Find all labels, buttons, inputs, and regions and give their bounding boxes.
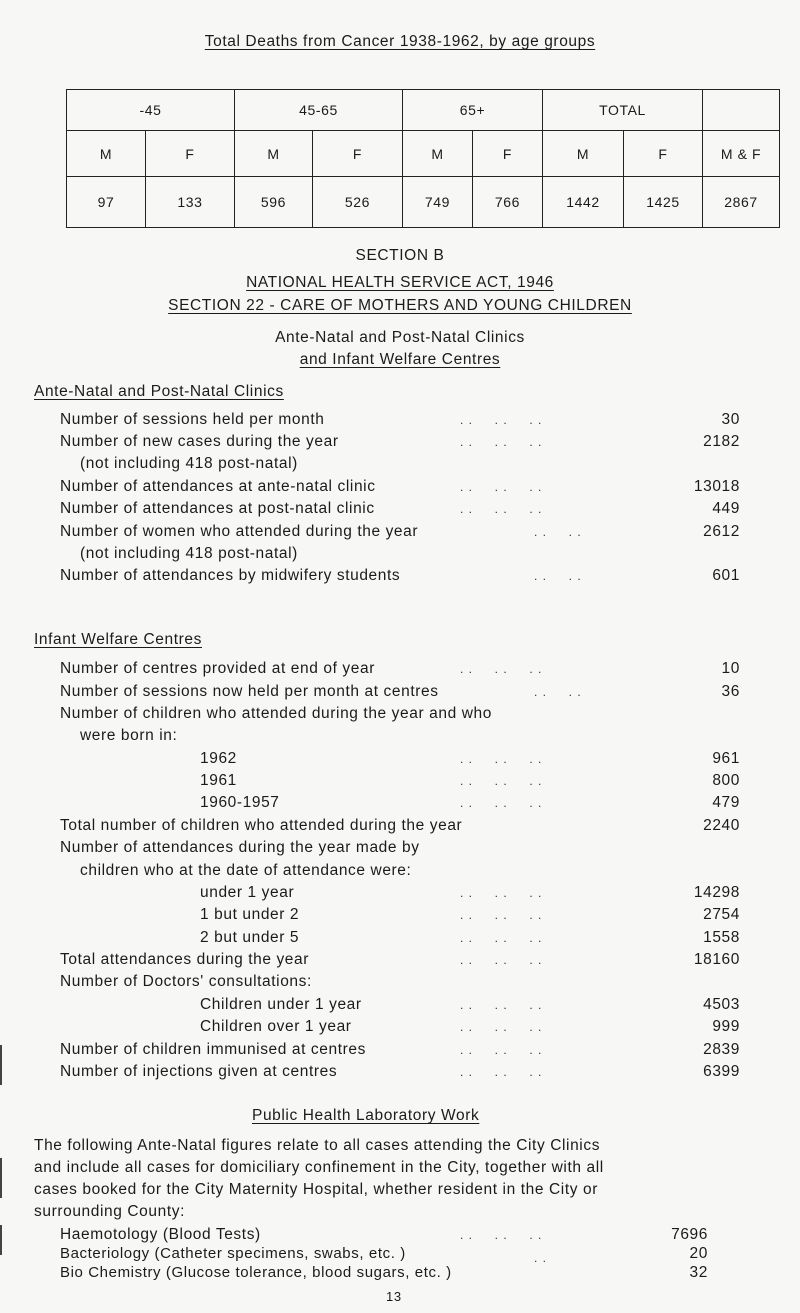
- list-item-label: Number of injections given at centres: [60, 1063, 338, 1080]
- leader-dots: . . . . . .: [460, 796, 543, 810]
- leader-dots: . . . . . .: [460, 886, 543, 900]
- list-item-label: Children over 1 year: [200, 1018, 352, 1035]
- list-item-value: 2839: [703, 1041, 740, 1058]
- list-item-label: Number of attendances at ante-natal clinic: [60, 478, 376, 495]
- list-item-label: 1962: [200, 750, 237, 767]
- table-value-cell: 2867: [703, 177, 780, 228]
- leader-dots: . . . . . .: [460, 774, 543, 788]
- list-item-label: (not including 418 post-natal): [80, 455, 298, 472]
- leader-dots: . . . . . .: [460, 502, 543, 516]
- paragraph-line: and include all cases for domiciliary confinement in the City, together with all: [34, 1159, 604, 1176]
- section-22-heading: SECTION 22 - CARE OF MOTHERS AND YOUNG CHILDREN: [168, 297, 632, 314]
- act-heading: NATIONAL HEALTH SERVICE ACT, 1946: [246, 274, 554, 291]
- table-sex-cell: M & F: [703, 131, 780, 177]
- list-item-value: 601: [712, 567, 740, 584]
- list-item-label: Bio Chemistry (Glucose tolerance, blood sugars, etc. ): [60, 1264, 452, 1281]
- leader-dots: . . . . . .: [460, 1228, 543, 1242]
- table-sex-cell: F: [624, 131, 703, 177]
- list-item-value: 30: [721, 411, 740, 428]
- list-item-label: 1960-1957: [200, 794, 280, 811]
- list-item-value: 2612: [703, 523, 740, 540]
- list-item-label: were born in:: [80, 727, 178, 744]
- antenatal-heading: Ante-Natal and Post-Natal Clinics: [34, 383, 284, 400]
- list-item-label: 1 but under 2: [200, 906, 300, 923]
- list-item-value: 14298: [693, 884, 740, 901]
- leader-dots: . . . . . .: [460, 662, 543, 676]
- leader-dots: . . . . . .: [460, 413, 543, 427]
- list-item-label: Number of centres provided at end of year: [60, 660, 375, 677]
- list-item-label: Haemotology (Blood Tests): [60, 1226, 261, 1243]
- table-value-cell: 766: [473, 177, 543, 228]
- list-item-label: Number of attendances by midwifery students: [60, 567, 401, 584]
- table-sex-cell: F: [473, 131, 543, 177]
- list-item-value: 36: [721, 683, 740, 700]
- paragraph-line: The following Ante-Natal figures relate to all cases attending the City Clinics: [34, 1137, 601, 1154]
- section-b-heading: SECTION B: [355, 247, 445, 264]
- list-item-label: (not including 418 post-natal): [80, 545, 298, 562]
- list-item-value: 961: [712, 750, 740, 767]
- leader-dots: . . . . . .: [460, 908, 543, 922]
- leader-dots: . . . . . .: [460, 1065, 543, 1079]
- leader-dots: . . . .: [534, 685, 582, 699]
- list-item-value: 479: [712, 794, 740, 811]
- table-sex-cell: F: [313, 131, 403, 177]
- list-item-label: Number of attendances at post-natal clinic: [60, 500, 375, 517]
- list-item-value: 32: [689, 1264, 708, 1281]
- list-item-value: 4503: [703, 996, 740, 1013]
- list-item-value: 449: [712, 500, 740, 517]
- leader-dots: . . . . . .: [460, 752, 543, 766]
- table-sex-cell: M: [67, 131, 146, 177]
- list-item-value: 2754: [703, 906, 740, 923]
- table-header-cell: -45: [67, 90, 235, 131]
- scan-edge-mark: [0, 1225, 2, 1255]
- table-sex-cell: M: [543, 131, 624, 177]
- list-item-value: 2182: [703, 433, 740, 450]
- table-sex-cell: M: [403, 131, 473, 177]
- list-item-label: 2 but under 5: [200, 929, 300, 946]
- list-item-value: 7696: [671, 1226, 708, 1243]
- list-item-label: Number of sessions held per month: [60, 411, 325, 428]
- list-item-value: 13018: [693, 478, 740, 495]
- leader-dots: . . . . . .: [460, 1020, 543, 1034]
- list-item-value: 20: [689, 1245, 708, 1262]
- list-item-label: 1961: [200, 772, 237, 789]
- list-item-label: Number of Doctors' consultations:: [60, 973, 312, 990]
- clinics-heading-line-1: Ante-Natal and Post-Natal Clinics: [275, 329, 525, 346]
- leader-dots: . . . . . .: [460, 931, 543, 945]
- list-item-value: 999: [712, 1018, 740, 1035]
- leader-dots: . . . . . .: [460, 1043, 543, 1057]
- scan-edge-mark: [0, 1158, 2, 1198]
- paragraph-line: surrounding County:: [34, 1203, 185, 1220]
- list-item-label: Total number of children who attended during the year: [60, 817, 463, 834]
- table-value-cell: 1442: [543, 177, 624, 228]
- leader-dots: . . . .: [534, 569, 582, 583]
- table-value-cell: 526: [313, 177, 403, 228]
- list-item-label: Children under 1 year: [200, 996, 362, 1013]
- list-item-label: Number of sessions now held per month at centres: [60, 683, 439, 700]
- list-item-value: 2240: [703, 817, 740, 834]
- list-item-label: Number of attendances during the year made by: [60, 839, 420, 856]
- infant-welfare-heading: Infant Welfare Centres: [34, 631, 202, 648]
- list-item-label: children who at the date of attendance were:: [80, 862, 412, 879]
- table-header-cell: TOTAL: [543, 90, 703, 131]
- table-value-cell: 749: [403, 177, 473, 228]
- list-item-label: under 1 year: [200, 884, 295, 901]
- table-header-cell: 65+: [403, 90, 543, 131]
- paragraph-line: cases booked for the City Maternity Hospital, whether resident in the City or: [34, 1181, 598, 1198]
- clinics-heading-line-2: and Infant Welfare Centres: [299, 351, 501, 368]
- list-item-value: 1558: [703, 929, 740, 946]
- leader-dots: . . . .: [534, 525, 582, 539]
- page-number: 13: [386, 1289, 402, 1304]
- leader-dots: . . . . . .: [460, 953, 543, 967]
- table-value-cell: 133: [146, 177, 235, 228]
- table-value-cell: 1425: [624, 177, 703, 228]
- table-header-cell: [703, 90, 780, 131]
- scan-edge-mark: [0, 1045, 2, 1085]
- list-item-value: 6399: [703, 1063, 740, 1080]
- list-item-label: Number of women who attended during the year: [60, 523, 419, 540]
- table-value-cell: 97: [67, 177, 146, 228]
- lab-heading: Public Health Laboratory Work: [252, 1107, 480, 1124]
- list-item-value: 10: [721, 660, 740, 677]
- list-item-label: Number of new cases during the year: [60, 433, 339, 450]
- leader-dots: . . . . . .: [460, 435, 543, 449]
- list-item-label: Number of children immunised at centres: [60, 1041, 366, 1058]
- page-title: Total Deaths from Cancer 1938-1962, by age groups: [204, 33, 596, 50]
- list-item-label: Number of children who attended during the year and who: [60, 705, 492, 722]
- table-value-cell: 596: [235, 177, 313, 228]
- list-item-value: 800: [712, 772, 740, 789]
- list-item-label: Total attendances during the year: [60, 951, 310, 968]
- leader-dots: . .: [534, 1251, 548, 1265]
- table-sex-cell: M: [235, 131, 313, 177]
- leader-dots: . . . . . .: [460, 480, 543, 494]
- list-item-value: 18160: [693, 951, 740, 968]
- table-sex-cell: F: [146, 131, 235, 177]
- list-item-label: Bacteriology (Catheter specimens, swabs, etc. ): [60, 1245, 406, 1262]
- cancer-deaths-table: [66, 89, 780, 228]
- table-header-cell: 45-65: [235, 90, 403, 131]
- leader-dots: . . . . . .: [460, 998, 543, 1012]
